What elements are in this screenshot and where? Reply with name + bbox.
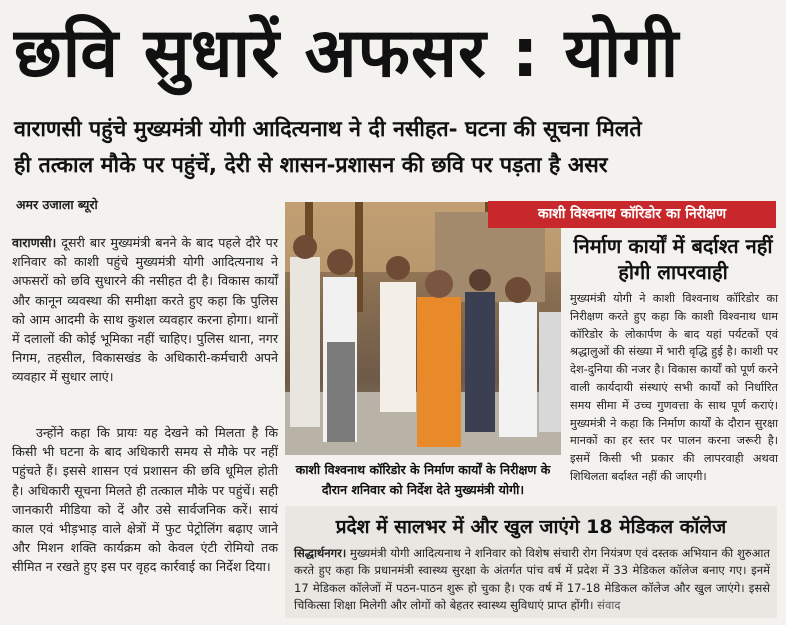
photo-tag: काशी विश्वनाथ कॉरिडोर का निरीक्षण xyxy=(488,201,776,228)
bottom-dateline: सिद्धार्थनगर। xyxy=(294,546,347,560)
inspection-photo-illustration xyxy=(285,202,561,455)
continuation-paragraph: उन्होंने कहा कि प्रायः यह देखने को मिलता है कि किसी भी घटना के बाद अधिकारी समय से मौके पर नहीं पहुंचते हैं। इससे शासन एवं प्रशासन की छवि धूमिल होती है। अधिकारी सूचना मिलते ही तत्काल मौके पर पहुंचें। सही जानकारी मीडिया को दें और उसे सार्वजनिक करें। सायं काल एवं भीड़भाड़ वाले क्षेत्रों में फुट पेट्रोलिंग बढ़ाए जाने और मिशन शक्ति कार्यक्रम को केवल एंटी रोमियो तक सीमित न रखते हुए इस पर वृहद कार्रवाई का निर्देश दिया। xyxy=(12,425,278,575)
side-story-text: मुख्यमंत्री योगी ने काशी विश्वनाथ कॉरिडोर का निरीक्षण करते हुए कहा कि काशी विश्वनाथ धाम कॉरिडोर के लोकार्पण के बाद यहां पर्यटकों एवं श्रद्धालुओं की संख्या में भारी वृद्धि हुई है। काशी पर देश-दुनिया की नजर है। विकास कार्यों को पूर्ण करने वाली कार्यदायी संस्थाएं सभी कार्यों को निर्धारित समय सीमा में उच्च गुणवत्ता के साथ पूर्ण कराएं। मुख्यमंत्री ने कहा कि निर्माण कार्यों के दौरान सुरक्षा मानकों का हर स्तर पर पालन करना जरूरी है। इसमें किसी भी प्रकार की लापरवाही अथवा शिथिलता बर्दाश्त नहीं की जाएगी। xyxy=(570,292,778,483)
bottom-story-text xyxy=(294,545,770,615)
lead-paragraph xyxy=(12,233,278,387)
bottom-story-headline: प्रदेश में सालभर में और खुल जाएंगे 18 मेडिकल कॉलेज xyxy=(335,516,727,538)
byline: अमर उजाला ब्यूरो xyxy=(16,197,98,212)
headline: छवि सुधारें अफसर : योगी xyxy=(14,14,680,93)
bottom-body-text: मुख्यमंत्री योगी आदित्यनाथ ने शनिवार को विशेष संचारी रोग नियंत्रण एवं दस्तक अभियान की शुरुआत करते हुए कहा कि प्रधानमंत्री स्वास्थ्य सुरक्षा के अंतर्गत पांच वर्ष में प्रदेश में 33 मेडिकल कॉलेज बनाए गए। इनमें 17 मेडिकल कॉलेजों में पठन-पाठन शुरू हो चुका है। एक वर्ष में 17-18 मेडिकल कॉलेज और खुल जाएंगे। इससे चिकित्सा शिक्षा मिलेगी और लोगों को बेहतर स्वास्थ्य सुविधाएं प्राप्त होंगी। xyxy=(294,546,770,613)
lead-text: दूसरी बार मुख्यमंत्री बनने के बाद पहले दौरे पर शनिवार को काशी पहुंचे मुख्यमंत्री योगी आदित्यनाथ ने अफसरों को छवि सुधारने की नसीहत दी है। विकास कार्यों और कानून व्यवस्था की समीक्षा करते हुए कहा कि पुलिस को आम आदमी के साथ कुशल व्यवहार करना होगा। थानों में दलालों की कोई भूमिका नहीं चाहिए। पुलिस थाना, नगर निगम, तहसील, विकासखंड के अधिकारी-कर्मचारी अपने व्यवहार में सुधार लाएं। xyxy=(12,235,278,385)
subheadline-line-2: ही तत्काल मौके पर पहुंचें, देरी से शासन-प्रशासन की छवि पर पड़ता है असर xyxy=(14,153,608,178)
subheadline-line-1: वाराणसी पहुंचे मुख्यमंत्री योगी आदित्यनाथ ने दी नसीहत- घटना की सूचना मिलते xyxy=(14,117,642,142)
photo-caption: काशी विश्वनाथ कॉरिडोर के निर्माण कार्यों के निरीक्षण के दौरान शनिवार को निर्देश देते मुख्यमंत्री योगी। xyxy=(295,462,551,497)
side-story-headline: निर्माण कार्यों में बर्दाश्त नहीं होगी लापरवाही xyxy=(573,234,773,284)
subheadline xyxy=(14,112,774,184)
bottom-credit: संवाद xyxy=(593,598,621,613)
inspection-photo xyxy=(285,202,561,455)
lead-dateline: वाराणसी। xyxy=(12,235,57,250)
